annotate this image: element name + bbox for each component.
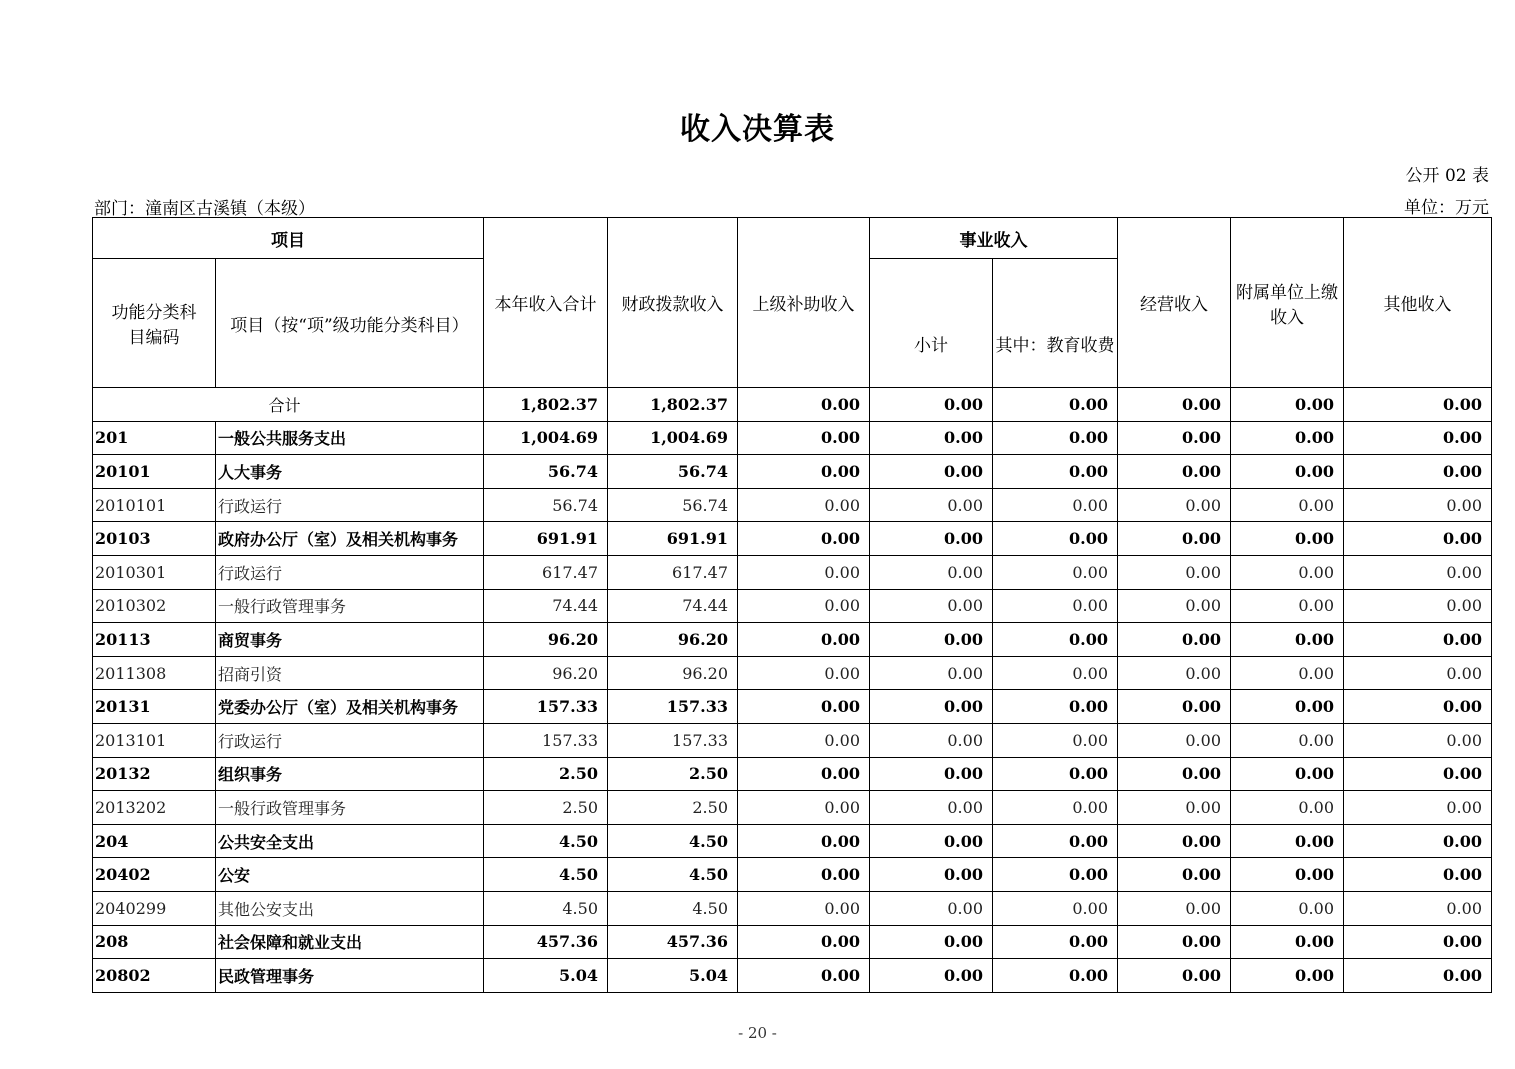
row-code: 20113 [93,623,216,657]
row-name: 一般行政管理事务 [216,589,484,623]
row-name: 一般公共服务支出 [216,421,484,455]
row-value: 0.00 [1344,623,1492,657]
table-row [93,858,1492,892]
row-value: 0.00 [1231,690,1344,724]
row-value: 74.44 [484,589,608,623]
row-code: 20132 [93,757,216,791]
row-value: 0.00 [870,891,993,925]
row-value: 0.00 [993,589,1118,623]
row-name: 行政运行 [216,555,484,589]
row-value: 0.00 [1231,555,1344,589]
row-value: 0.00 [993,757,1118,791]
row-value: 0.00 [1231,858,1344,892]
page-title: 收入决算表 [680,112,835,147]
row-value: 0.00 [738,589,870,623]
row-value: 0.00 [870,455,993,489]
row-value: 0.00 [870,656,993,690]
row-value: 0.00 [738,891,870,925]
header-code: 功能分类科目编码 [93,259,216,388]
row-code: 2010302 [93,589,216,623]
row-value: 0.00 [1118,656,1231,690]
row-value: 0.00 [993,891,1118,925]
table-row [93,824,1492,858]
row-value: 2.50 [608,757,738,791]
row-value: 0.00 [738,824,870,858]
table-row [93,488,1492,522]
row-value: 0.00 [993,723,1118,757]
row-value: 0.00 [1231,925,1344,959]
row-value: 56.74 [608,455,738,489]
row-value: 0.00 [993,522,1118,556]
row-value: 0.00 [1344,925,1492,959]
row-value: 56.74 [484,455,608,489]
row-value: 96.20 [484,623,608,657]
row-value: 0.00 [1344,757,1492,791]
row-value: 0.00 [1231,891,1344,925]
header-total-income: 本年收入合计 [484,218,608,388]
total-cell: 0.00 [870,388,993,422]
row-value: 0.00 [993,623,1118,657]
row-value: 4.50 [484,858,608,892]
row-value: 1,004.69 [608,421,738,455]
row-code: 2013202 [93,791,216,825]
row-value: 0.00 [1231,421,1344,455]
row-name: 行政运行 [216,488,484,522]
total-cell: 0.00 [1344,388,1492,422]
row-value: 0.00 [738,455,870,489]
row-value: 0.00 [1231,656,1344,690]
row-value: 0.00 [870,589,993,623]
row-value: 0.00 [870,925,993,959]
row-value: 5.04 [608,959,738,993]
table-row [93,623,1492,657]
row-name: 政府办公厅（室）及相关机构事务 [216,522,484,556]
row-value: 0.00 [1118,690,1231,724]
table-row [93,791,1492,825]
row-value: 0.00 [870,757,993,791]
row-name: 公安 [216,858,484,892]
row-value: 0.00 [1118,959,1231,993]
table-row [93,690,1492,724]
row-name: 商贸事务 [216,623,484,657]
header-education: 其中：教育收费 [993,259,1118,388]
row-value: 0.00 [993,455,1118,489]
row-value: 0.00 [870,623,993,657]
row-value: 0.00 [1118,757,1231,791]
row-value: 2.50 [484,757,608,791]
total-label: 合计 [93,388,484,422]
row-value: 0.00 [738,690,870,724]
row-value: 0.00 [993,791,1118,825]
total-row [93,388,1492,422]
table-row [93,891,1492,925]
row-name: 招商引资 [216,656,484,690]
row-code: 2010301 [93,555,216,589]
row-value: 0.00 [993,824,1118,858]
row-value: 0.00 [870,858,993,892]
total-cell: 1,802.37 [484,388,608,422]
table-row [93,555,1492,589]
row-value: 0.00 [1118,589,1231,623]
row-code: 2010101 [93,488,216,522]
total-cell: 0.00 [1118,388,1231,422]
row-value: 0.00 [993,421,1118,455]
row-value: 4.50 [608,858,738,892]
row-value: 0.00 [738,623,870,657]
row-value: 0.00 [1118,555,1231,589]
total-cell: 0.00 [738,388,870,422]
department-label: 部门：潼南区古溪镇（本级） [94,199,315,219]
row-value: 2.50 [484,791,608,825]
row-value: 0.00 [1344,421,1492,455]
row-value: 0.00 [1344,555,1492,589]
row-value: 0.00 [1344,488,1492,522]
row-name: 一般行政管理事务 [216,791,484,825]
table-number: 公开 02 表 [1405,166,1489,186]
row-value: 691.91 [484,522,608,556]
row-code: 208 [93,925,216,959]
row-code: 2011308 [93,656,216,690]
row-code: 20103 [93,522,216,556]
row-name: 公共安全支出 [216,824,484,858]
total-cell: 0.00 [1231,388,1344,422]
row-name: 行政运行 [216,723,484,757]
header-project: 项目 [93,218,484,259]
header-affiliated: 附属单位上缴收入 [1231,218,1344,388]
row-value: 0.00 [1231,959,1344,993]
row-value: 157.33 [484,690,608,724]
row-value: 0.00 [1344,723,1492,757]
row-value: 0.00 [1231,522,1344,556]
row-value: 0.00 [870,421,993,455]
row-value: 74.44 [608,589,738,623]
row-value: 0.00 [1344,589,1492,623]
row-code: 2040299 [93,891,216,925]
row-value: 0.00 [870,690,993,724]
row-value: 0.00 [1344,824,1492,858]
row-value: 4.50 [484,824,608,858]
row-value: 96.20 [484,656,608,690]
table-row [93,757,1492,791]
row-value: 0.00 [1118,891,1231,925]
row-value: 0.00 [1231,455,1344,489]
table-row [93,522,1492,556]
row-value: 691.91 [608,522,738,556]
row-code: 2013101 [93,723,216,757]
row-value: 0.00 [1118,421,1231,455]
row-value: 0.00 [1344,858,1492,892]
row-value: 0.00 [738,723,870,757]
table-row [93,723,1492,757]
row-name: 组织事务 [216,757,484,791]
row-value: 0.00 [1118,723,1231,757]
row-value: 0.00 [1118,522,1231,556]
row-code: 20101 [93,455,216,489]
row-value: 0.00 [1344,959,1492,993]
row-value: 0.00 [1118,824,1231,858]
row-value: 0.00 [1118,925,1231,959]
total-cell: 1,802.37 [608,388,738,422]
row-value: 0.00 [870,723,993,757]
row-value: 0.00 [1231,757,1344,791]
unit-label: 单位：万元 [1404,198,1489,218]
row-value: 4.50 [484,891,608,925]
total-cell: 0.00 [993,388,1118,422]
row-value: 0.00 [993,959,1118,993]
row-value: 0.00 [1118,858,1231,892]
row-value: 0.00 [738,959,870,993]
row-value: 157.33 [608,723,738,757]
row-value: 4.50 [608,891,738,925]
row-value: 0.00 [1344,690,1492,724]
table-row [93,925,1492,959]
page-number: - 20 - [738,1024,777,1042]
header-item: 项目（按“项”级功能分类科目） [216,259,484,388]
row-value: 1,004.69 [484,421,608,455]
header-other: 其他收入 [1344,218,1492,388]
row-value: 0.00 [1118,488,1231,522]
row-value: 0.00 [1118,791,1231,825]
row-value: 0.00 [993,690,1118,724]
row-value: 457.36 [608,925,738,959]
header-superior: 上级补助收入 [738,218,870,388]
row-value: 0.00 [870,959,993,993]
row-name: 民政管理事务 [216,959,484,993]
row-value: 0.00 [1231,723,1344,757]
table-row [93,959,1492,993]
row-code: 20402 [93,858,216,892]
row-value: 0.00 [738,858,870,892]
header-subtotal: 小计 [870,259,993,388]
row-value: 56.74 [608,488,738,522]
row-value: 5.04 [484,959,608,993]
row-code: 20802 [93,959,216,993]
row-value: 2.50 [608,791,738,825]
row-value: 0.00 [1231,488,1344,522]
row-value: 0.00 [1344,522,1492,556]
row-value: 4.50 [608,824,738,858]
header-fiscal: 财政拨款收入 [608,218,738,388]
row-value: 0.00 [993,656,1118,690]
table-row [93,589,1492,623]
row-value: 157.33 [608,690,738,724]
row-value: 0.00 [738,488,870,522]
row-value: 617.47 [484,555,608,589]
row-value: 0.00 [738,421,870,455]
row-value: 0.00 [1118,623,1231,657]
row-name: 党委办公厅（室）及相关机构事务 [216,690,484,724]
row-value: 157.33 [484,723,608,757]
row-value: 96.20 [608,623,738,657]
row-name: 社会保障和就业支出 [216,925,484,959]
row-value: 0.00 [1344,455,1492,489]
row-value: 0.00 [1231,791,1344,825]
row-value: 0.00 [870,488,993,522]
row-value: 0.00 [993,858,1118,892]
row-code: 20131 [93,690,216,724]
table-row [93,656,1492,690]
header-business: 事业收入 [870,218,1118,259]
row-value: 0.00 [738,925,870,959]
row-value: 0.00 [738,522,870,556]
row-value: 0.00 [1118,455,1231,489]
row-value: 0.00 [738,555,870,589]
row-code: 201 [93,421,216,455]
row-value: 0.00 [870,555,993,589]
row-value: 0.00 [870,522,993,556]
row-value: 0.00 [870,824,993,858]
row-value: 0.00 [1231,824,1344,858]
table-row [93,421,1492,455]
row-value: 0.00 [1344,656,1492,690]
row-value: 96.20 [608,656,738,690]
row-name: 其他公安支出 [216,891,484,925]
row-value: 0.00 [738,656,870,690]
row-value: 56.74 [484,488,608,522]
row-value: 0.00 [738,757,870,791]
table-row [93,455,1492,489]
row-value: 0.00 [870,791,993,825]
row-code: 204 [93,824,216,858]
row-value: 0.00 [993,488,1118,522]
row-value: 0.00 [993,925,1118,959]
row-value: 0.00 [1231,589,1344,623]
row-value: 0.00 [1344,791,1492,825]
row-name: 人大事务 [216,455,484,489]
header-operating: 经营收入 [1118,218,1231,388]
row-value: 0.00 [1231,623,1344,657]
row-value: 0.00 [1344,891,1492,925]
row-value: 457.36 [484,925,608,959]
row-value: 0.00 [993,555,1118,589]
income-report-table [92,217,1492,993]
row-value: 617.47 [608,555,738,589]
row-value: 0.00 [738,791,870,825]
